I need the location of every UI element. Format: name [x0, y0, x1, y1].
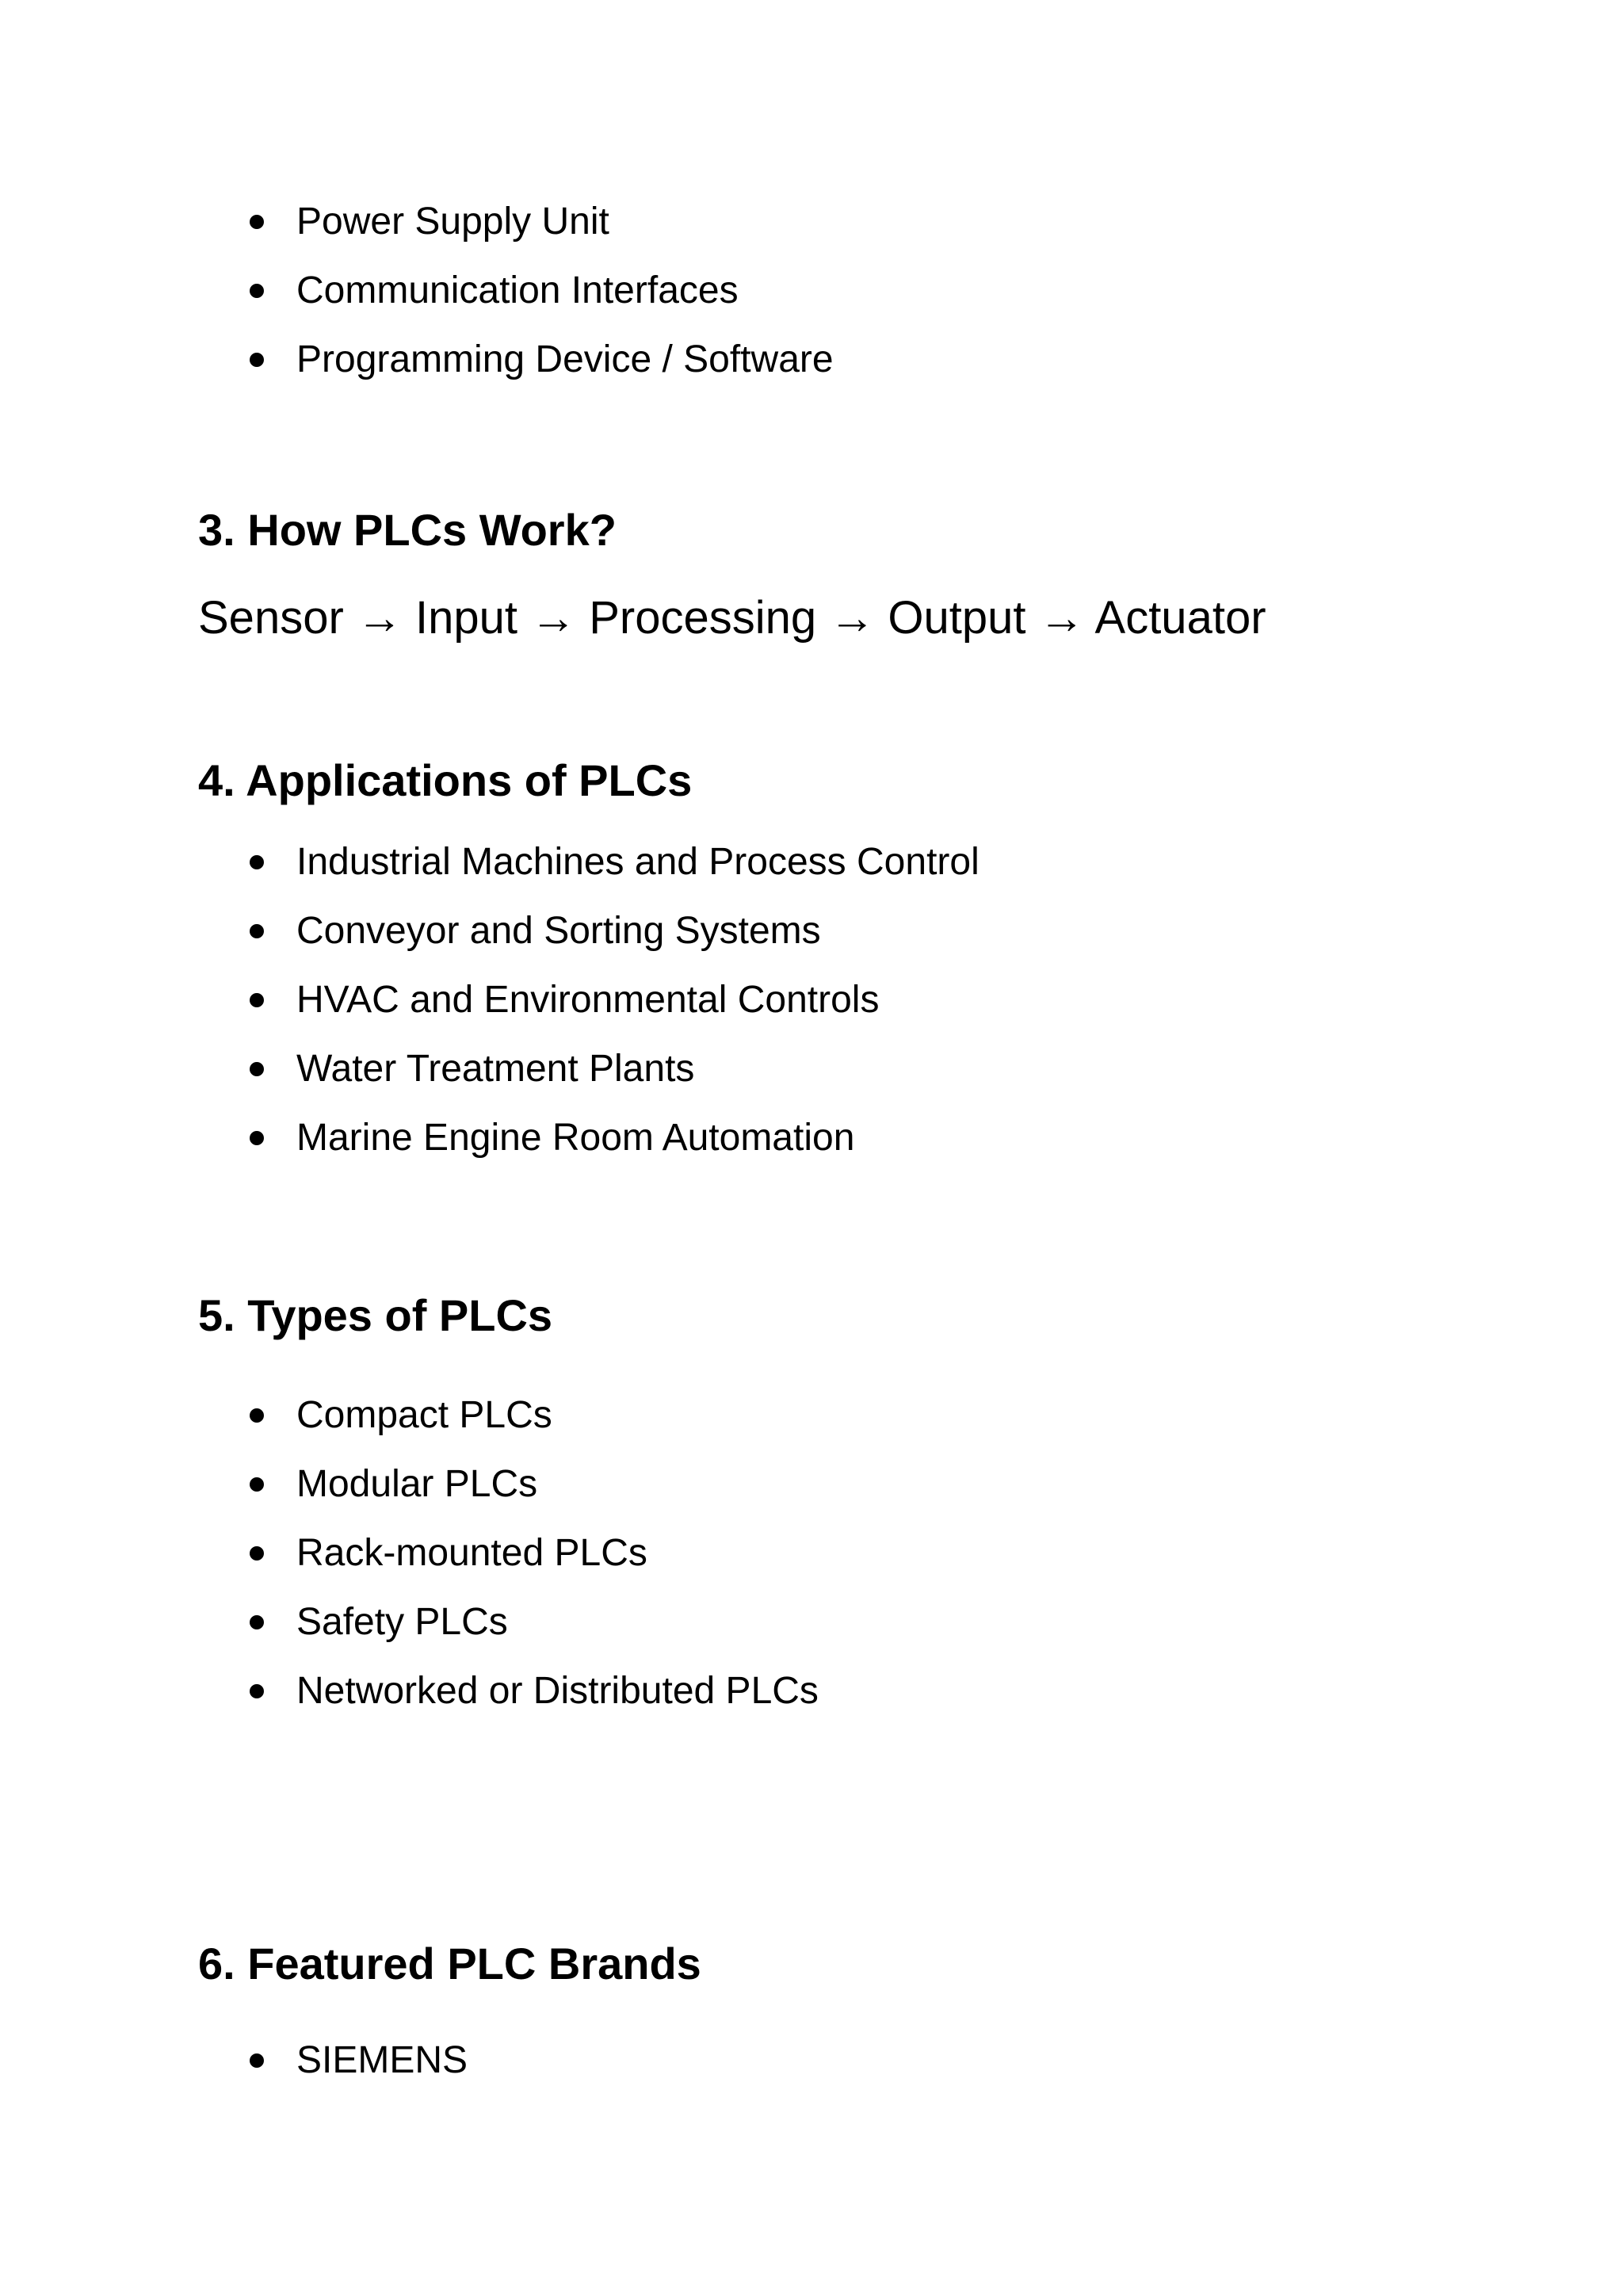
list-item-text: Communication Interfaces	[296, 269, 739, 311]
list-item-text: Conveyor and Sorting Systems	[296, 910, 821, 952]
list-item-text: Programming Device / Software	[296, 338, 834, 380]
section-heading-brands: 6. Featured PLC Brands	[198, 1939, 701, 1988]
list-item	[0, 1392, 1268, 1439]
bullet-icon	[250, 1684, 264, 1698]
list-item	[0, 1668, 1268, 1715]
list-item	[0, 1114, 1268, 1162]
list-item-text: Modular PLCs	[296, 1463, 538, 1505]
bullet-icon	[250, 1408, 264, 1423]
bullet-icon	[250, 1477, 264, 1492]
section-heading-applications: 4. Applications of PLCs	[198, 755, 693, 805]
list-item	[0, 976, 1268, 1024]
list-item	[0, 1461, 1268, 1508]
list-item-text: Compact PLCs	[296, 1394, 552, 1436]
list-item	[0, 2037, 1268, 2084]
bullet-icon	[250, 1131, 264, 1145]
bullet-icon	[250, 215, 264, 229]
bullet-icon	[250, 1546, 264, 1561]
plc-process-flow: Sensor → Input → Processing → Output → Actuator	[198, 592, 1266, 644]
list-item-text: Power Supply Unit	[296, 201, 609, 243]
list-item-text: HVAC and Environmental Controls	[296, 979, 880, 1021]
bullet-icon	[250, 924, 264, 938]
list-item	[0, 1599, 1268, 1646]
list-item	[0, 198, 1268, 246]
list-item	[0, 1530, 1268, 1577]
bullet-icon	[250, 284, 264, 298]
list-item	[0, 907, 1268, 955]
list-item-text: Safety PLCs	[296, 1601, 508, 1643]
list-item-text: SIEMENS	[296, 2039, 468, 2081]
list-item	[0, 267, 1268, 315]
bullet-icon	[250, 993, 264, 1007]
bullet-icon	[250, 1615, 264, 1629]
list-item-text: Rack-mounted PLCs	[296, 1532, 647, 1574]
list-item	[0, 839, 1268, 886]
list-item	[0, 336, 1268, 384]
bullet-icon	[250, 353, 264, 367]
list-item	[0, 1045, 1268, 1093]
bullet-icon	[250, 1062, 264, 1076]
bullet-icon	[250, 2053, 264, 2068]
list-item-text: Networked or Distributed PLCs	[296, 1670, 819, 1712]
bullet-icon	[250, 855, 264, 869]
section-heading-how-plcs-work: 3. How PLCs Work?	[198, 505, 617, 555]
list-item-text: Industrial Machines and Process Control	[296, 841, 980, 883]
section-heading-types: 5. Types of PLCs	[198, 1290, 553, 1340]
list-item-text: Water Treatment Plants	[296, 1048, 695, 1090]
list-item-text: Marine Engine Room Automation	[296, 1117, 855, 1159]
